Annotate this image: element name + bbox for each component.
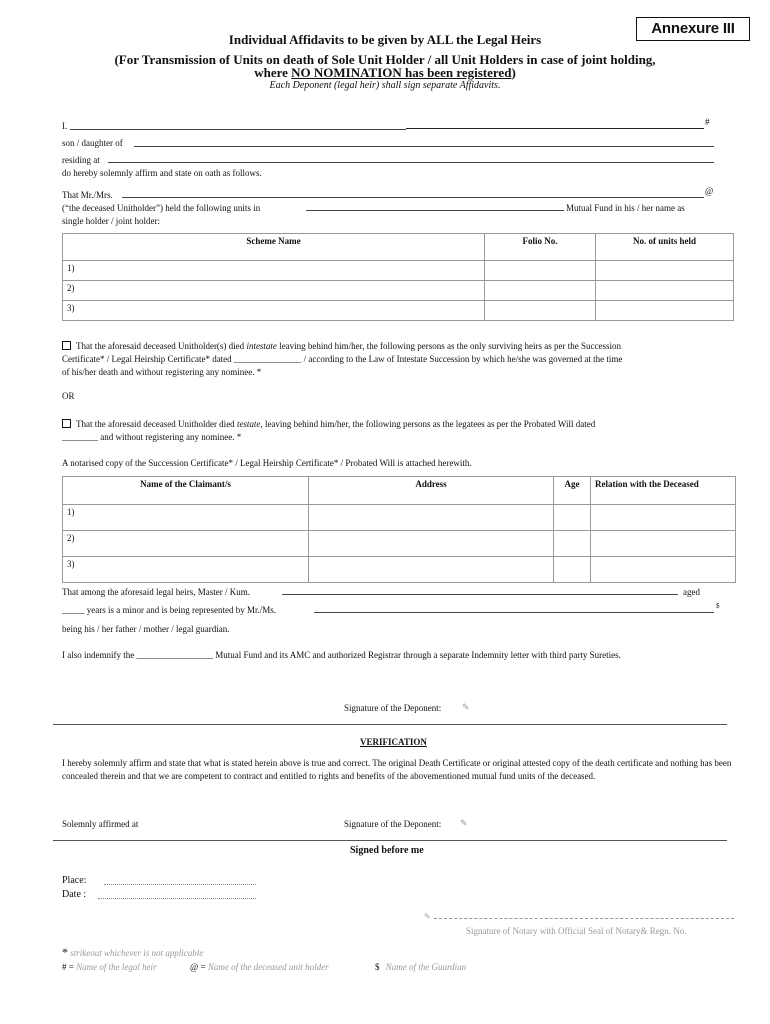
verification-signature-pen-icon[interactable]: ✎ bbox=[460, 818, 468, 828]
at-mark: @ bbox=[705, 186, 714, 196]
verification-divider bbox=[53, 840, 727, 841]
relation-header: Relation with the Deceased bbox=[591, 477, 736, 505]
deceased-suffix: Mutual Fund in his / her name as bbox=[566, 203, 685, 213]
place-label: Place: bbox=[62, 875, 87, 886]
subtitle-no-nomination: NO NOMINATION has been registered bbox=[291, 65, 512, 80]
annexure-label: Annexure III bbox=[636, 17, 750, 41]
star-text: strikeout whichever is not applicable bbox=[70, 948, 204, 958]
scheme-row-label[interactable]: 3) bbox=[63, 301, 485, 321]
that-mr-label: That Mr./Mrs. bbox=[62, 190, 113, 200]
star-symbol: * bbox=[62, 945, 68, 959]
claimant-row-label[interactable]: 1) bbox=[63, 505, 309, 531]
scheme-units-cell[interactable] bbox=[596, 281, 734, 301]
intestate-text-d: Certificate* / Legal Heirship Certificate* dated _______________ / according to the Law of Intestate Succession by which he/she was governed at the time bbox=[62, 354, 623, 364]
at-text: Name of the deceased unit holder bbox=[207, 962, 329, 972]
scheme-units-cell[interactable] bbox=[596, 261, 734, 281]
parent-name-line[interactable] bbox=[134, 146, 714, 147]
scheme-folio-cell[interactable] bbox=[485, 261, 596, 281]
intestate-text-c: leaving behind him/her, the following persons as the only surviving heirs as per the Succession bbox=[276, 341, 622, 351]
scheme-units-cell[interactable] bbox=[596, 301, 734, 321]
scheme-name-header: Scheme Name bbox=[63, 234, 485, 261]
solemnly-affirmed-label: Solemnly affirmed at bbox=[62, 819, 139, 829]
deceased-name-line[interactable] bbox=[122, 197, 704, 198]
form-subtitle bbox=[60, 53, 710, 79]
footnote-hash bbox=[62, 962, 157, 973]
intestate-checkbox[interactable] bbox=[62, 341, 71, 350]
intestate-text-e: of his/her death and without registering any nominee. * bbox=[62, 367, 262, 377]
verification-text: I hereby solemnly affirm and state that what is stated herein above is true and correct. The original Death Certificate or original attested copy of the death certificate and nothing has been concealed therein and that we are competent to contract and entitled to rights and benefits of the abovementioned mutual fund units of the deceased. bbox=[62, 758, 732, 781]
footnote-at bbox=[190, 962, 329, 973]
dollar-mark: $ bbox=[716, 602, 720, 610]
claimant-relation-cell[interactable] bbox=[591, 531, 736, 557]
verification-signature-label: Signature of the Deponent: bbox=[344, 819, 442, 829]
testate-checkbox[interactable] bbox=[62, 419, 71, 428]
minor-name-line[interactable] bbox=[282, 594, 678, 595]
minor-line3: being his / her father / mother / legal guardian. bbox=[62, 624, 230, 634]
scheme-table bbox=[62, 233, 734, 321]
residing-label: residing at bbox=[62, 155, 100, 165]
date-label: Date : bbox=[62, 889, 87, 900]
at-symbol: @ = bbox=[190, 962, 206, 972]
intestate-word: intestate bbox=[246, 341, 277, 351]
minor-line2: _____ years is a minor and is being represented by Mr./Ms. bbox=[62, 605, 276, 615]
claimant-address-cell[interactable] bbox=[309, 531, 554, 557]
footnote-star bbox=[62, 947, 203, 959]
claimant-relation-cell[interactable] bbox=[591, 505, 736, 531]
footnote-dollar bbox=[375, 962, 466, 973]
intestate-text-a: That the aforesaid deceased Unitholder(s) died bbox=[76, 341, 247, 351]
fund-name-line[interactable] bbox=[306, 210, 564, 211]
notary-signature-label: Signature of Notary with Official Seal of Notary& Regn. No. bbox=[466, 926, 687, 936]
notarised-text: A notarised copy of the Succession Certificate* / Legal Heirship Certificate* / Probated Will is attached herewith. bbox=[62, 458, 472, 468]
claimant-table bbox=[62, 476, 736, 583]
claimant-relation-cell[interactable] bbox=[591, 557, 736, 583]
place-field[interactable] bbox=[104, 884, 256, 885]
testate-word: testate, bbox=[236, 419, 263, 429]
dollar-text: Name of the Guardian bbox=[385, 962, 467, 972]
address-header: Address bbox=[309, 477, 554, 505]
claimant-age-cell[interactable] bbox=[554, 557, 591, 583]
claimant-name-header: Name of the Claimant/s bbox=[63, 477, 309, 505]
affirm-text: do hereby solemnly affirm and state on oath as follows. bbox=[62, 168, 262, 178]
son-daughter-label: son / daughter of bbox=[62, 138, 123, 148]
holder-line: single holder / joint holder: bbox=[62, 216, 160, 226]
claimant-address-cell[interactable] bbox=[309, 557, 554, 583]
aged-label: aged bbox=[683, 587, 700, 597]
notary-pen-icon[interactable]: ✎ bbox=[424, 912, 431, 921]
indemnify-text: I also indemnify the _________________ Mutual Fund and its AMC and authorized Registrar through a separate Indemnity letter with third party Sureties. bbox=[62, 650, 621, 660]
deponent-name-line-1[interactable] bbox=[70, 129, 406, 130]
signature-pen-icon[interactable]: ✎ bbox=[462, 702, 470, 712]
subtitle-close: ) bbox=[511, 65, 516, 80]
form-title: Individual Affidavits to be given by ALL the Legal Heirs bbox=[228, 32, 542, 47]
address-line[interactable] bbox=[108, 162, 714, 163]
or-label: OR bbox=[62, 391, 75, 401]
claimant-age-cell[interactable] bbox=[554, 531, 591, 557]
folio-header: Folio No. bbox=[485, 234, 596, 261]
hash-text: Name of the legal heir bbox=[76, 962, 157, 972]
deceased-prefix: (“the deceased Unitholder”) held the following units in bbox=[62, 203, 261, 213]
claimant-address-cell[interactable] bbox=[309, 505, 554, 531]
hash-mark: # bbox=[705, 117, 710, 127]
subtitle-line1: (For Transmission of Units on death of Sole Unit Holder / all Unit Holders in case of joint holding, bbox=[114, 52, 656, 67]
claimant-row-label[interactable]: 2) bbox=[63, 531, 309, 557]
section-divider bbox=[53, 724, 727, 725]
claimant-age-cell[interactable] bbox=[554, 505, 591, 531]
i-label: I. bbox=[62, 121, 68, 131]
scheme-folio-cell[interactable] bbox=[485, 281, 596, 301]
form-instruction: Each Deponent (legal heir) shall sign separate Affidavits. bbox=[269, 80, 501, 91]
minor-line1: That among the aforesaid legal heirs, Master / Kum. bbox=[62, 587, 250, 597]
date-field[interactable] bbox=[98, 898, 256, 899]
units-header: No. of units held bbox=[596, 234, 734, 261]
scheme-row-label[interactable]: 1) bbox=[63, 261, 485, 281]
testate-text-d: ________ and without registering any nominee. * bbox=[62, 432, 242, 442]
hash-symbol: # = bbox=[62, 962, 74, 972]
scheme-folio-cell[interactable] bbox=[485, 301, 596, 321]
notary-signature-line[interactable] bbox=[434, 918, 734, 919]
testate-text-a: That the aforesaid deceased Unitholder died bbox=[76, 419, 237, 429]
signature-deponent-label: Signature of the Deponent: bbox=[344, 703, 442, 713]
signed-before-label: Signed before me bbox=[350, 845, 424, 856]
dollar-symbol: $ bbox=[375, 962, 380, 972]
verification-heading: VERIFICATION bbox=[360, 737, 427, 747]
testate-clause bbox=[62, 418, 722, 444]
age-header: Age bbox=[554, 477, 591, 505]
subtitle-where: where bbox=[254, 65, 292, 80]
scheme-row-label[interactable]: 2) bbox=[63, 281, 485, 301]
intestate-clause bbox=[62, 340, 722, 379]
claimant-row-label[interactable]: 3) bbox=[63, 557, 309, 583]
guardian-name-line[interactable] bbox=[314, 612, 714, 613]
deponent-name-line-2[interactable] bbox=[406, 128, 704, 129]
testate-text-c: leaving behind him/her, the following persons as the legatees as per the Probated Will dated bbox=[262, 419, 596, 429]
